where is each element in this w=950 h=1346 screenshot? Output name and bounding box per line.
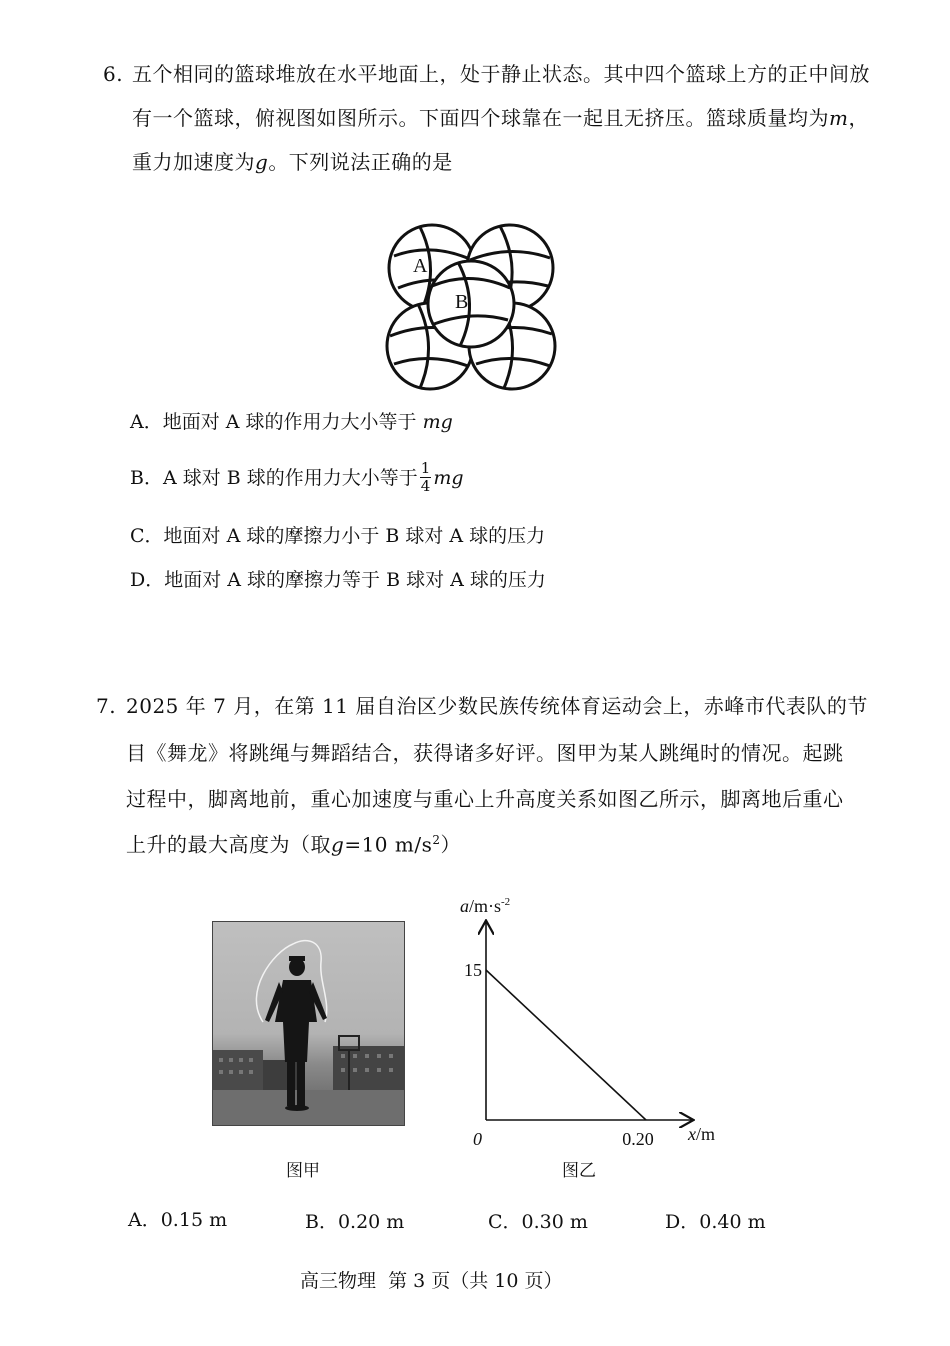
q7-line1: 2025 年 7 月，在第 11 届自治区少数民族传统体育运动会上，赤峰市代表队的节 — [126, 694, 868, 718]
x-axis-label: x/m — [688, 1124, 716, 1144]
q6-option-c[interactable]: C．地面对 A 球的摩擦力小于 B 球对 A 球的压力 — [130, 525, 546, 547]
basketball-b — [428, 261, 514, 347]
q6-option-b[interactable]: B．A 球对 B 球的作用力大小等于 $\frac{1}{4}$ mg — [130, 459, 464, 495]
q6-option-d[interactable]: D．地面对 A 球的摩擦力等于 B 球对 A 球的压力 — [130, 569, 546, 591]
q7-line3: 过程中，脚离地前，重心加速度与重心上升高度关系如图乙所示，脚离地后重心 — [126, 787, 844, 811]
q6-line1: 五个相同的篮球堆放在水平地面上，处于静止状态。其中四个篮球上方的正中间放 — [132, 62, 870, 86]
q6-line3: 重力加速度为g。下列说法正确的是 — [132, 150, 453, 174]
page-footer: 高三物理 第 3 页（共 10 页） — [300, 1270, 563, 1292]
q7-option-a[interactable]: A．0.15 m — [128, 1209, 228, 1231]
q7-option-c[interactable]: C．0.30 m — [488, 1211, 588, 1233]
basketball-figure — [380, 212, 560, 394]
q7-number: 7. — [96, 694, 117, 718]
caption-figure-yi: 图乙 — [562, 1161, 596, 1181]
q7-option-b[interactable]: B．0.20 m — [305, 1211, 405, 1233]
q6-line2: 有一个篮球，俯视图如图所示。下面四个球靠在一起且无挤压。篮球质量均为m， — [132, 106, 869, 130]
origin-label: 0 — [473, 1129, 482, 1149]
acceleration-height-chart — [452, 892, 742, 1162]
caption-figure-jia: 图甲 — [286, 1161, 320, 1181]
jump-rope-photo — [212, 921, 405, 1126]
series-line — [486, 970, 646, 1120]
q7-option-d[interactable]: D．0.40 m — [665, 1211, 766, 1233]
label-a: A — [413, 255, 428, 277]
q7-line2: 目《舞龙》将跳绳与舞蹈结合，获得诸多好评。图甲为某人跳绳时的情况。起跳 — [126, 741, 844, 765]
y-axis-label: $a/m\cdot s^{-2}$ — [460, 896, 511, 916]
y-tick-label: 15 — [464, 960, 482, 980]
q6-option-a[interactable]: A．地面对 A 球的作用力大小等于 mg — [130, 411, 453, 433]
x-tick-label: 0.20 — [622, 1129, 654, 1149]
fraction-one-quarter: $\frac{1}{4}$ — [420, 459, 431, 495]
q7-line4: 上升的最大高度为（取g=10 $m/s^2$） — [126, 832, 461, 857]
label-b: B — [455, 291, 469, 313]
q6-number: 6. — [103, 62, 124, 86]
